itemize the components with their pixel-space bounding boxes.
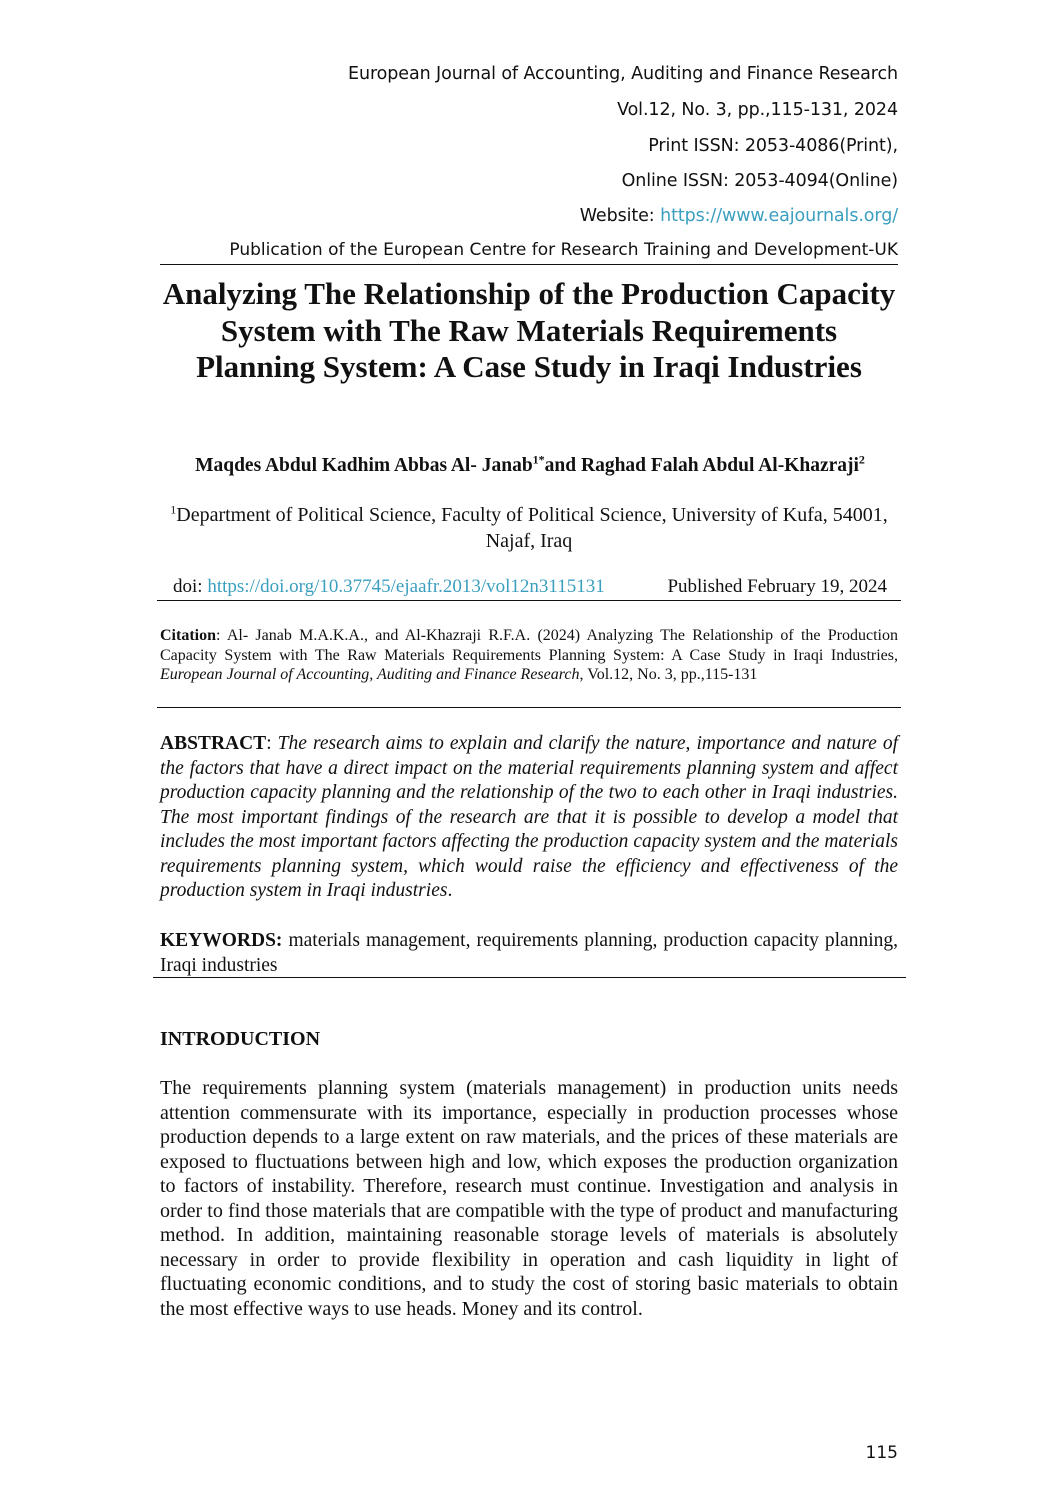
author-2: and Raghad Falah Abdul Al-Khazraji <box>544 455 859 476</box>
website-line <box>580 206 898 226</box>
website-label: Website: <box>579 206 661 226</box>
keywords-divider <box>153 977 906 978</box>
citation-label: Citation <box>160 627 216 644</box>
citation-block <box>160 626 898 685</box>
abstract-end: . <box>447 880 453 901</box>
doi-line <box>157 576 901 601</box>
author-list <box>160 452 900 477</box>
citation-text: : Al- Janab M.A.K.A., and Al-Khazraji R.F.A. (2024) Analyzing The Relationship of the Production Capacity System with The Raw Materials Requirements Planning System: A Case Study in Iraqi Industries, <box>160 627 898 664</box>
published-date: Published February 19, 2024 <box>667 576 887 597</box>
website-link[interactable]: https://www.eajournals.org/ <box>660 206 898 226</box>
keywords-block <box>160 929 898 978</box>
online-issn: Online ISSN: 2053-4094(Online) <box>621 171 898 191</box>
affiliation-sup: 1 <box>170 502 177 517</box>
paper-title: Analyzing The Relationship of the Production Capacity System with The Raw Materials Requirements Planning System: A Case Study in Iraqi Industries <box>162 276 896 384</box>
print-issn: Print ISSN: 2053-4086(Print), <box>648 136 898 156</box>
introduction-heading: INTRODUCTION <box>160 1028 321 1050</box>
author-2-sup: 2 <box>858 452 865 467</box>
keywords-text: materials management, requirements planning, production capacity planning, Iraqi industries <box>160 930 898 976</box>
volume-info: Vol.12, No. 3, pp.,115-131, 2024 <box>617 100 898 120</box>
publication-line: Publication of the European Centre for Research Training and Development-UK <box>160 240 898 265</box>
abstract-sep: : <box>266 733 278 754</box>
citation-divider <box>157 707 901 708</box>
affiliation <box>160 502 898 554</box>
doi-link[interactable]: https://doi.org/10.37745/ejaafr.2013/vol12n3115131 <box>207 576 605 597</box>
doi-left <box>173 576 605 598</box>
citation-tail: , Vol.12, No. 3, pp.,115-131 <box>579 666 758 683</box>
journal-name: European Journal of Accounting, Auditing and Finance Research <box>348 64 898 84</box>
citation-journal: European Journal of Accounting, Auditing and Finance Research <box>160 666 580 683</box>
keywords-label: KEYWORDS: <box>160 930 283 951</box>
abstract-label: ABSTRACT <box>160 733 267 754</box>
author-1-sup: 1* <box>532 452 545 467</box>
affiliation-text: Department of Political Science, Faculty of Political Science, University of Kufa, 54001, Najaf, Iraq <box>176 504 888 552</box>
introduction-paragraph: The requirements planning system (materials management) in production units needs attention commensurate with its importance, especially in production processes whose production depends to a large extent on raw materials, and the prices of these materials are exposed to fluctuations between high and low, which exposes the production organization to factors of instability. Therefore, research must continue. Investigation and analysis in order to find those materials that are compatible with the type of product and manufacturing method. In addition, maintaining reasonable storage levels of materials is absolutely necessary in order to provide flexibility in operation and cash liquidity in light of fluctuating economic conditions, and to study the cost of storing basic materials to obtain the most effective ways to use heads. Money and its control. <box>160 1077 898 1320</box>
abstract-text: The research aims to explain and clarify the nature, importance and nature of the factors that have a direct impact on the material requirements planning system and affect production capacity planning and the relationship of the two to each other in Iraqi industries. The most important findings of the research are that it is possible to develop a model that includes the most important factors affecting the production capacity system and the materials requirements planning system, which would raise the efficiency and effectiveness of the production system in Iraqi industries <box>160 733 898 901</box>
doi-label: doi: <box>173 576 208 597</box>
abstract-block <box>160 732 898 904</box>
page-number: 115 <box>865 1443 898 1463</box>
author-1: Maqdes Abdul Kadhim Abbas Al- Janab <box>195 455 533 476</box>
